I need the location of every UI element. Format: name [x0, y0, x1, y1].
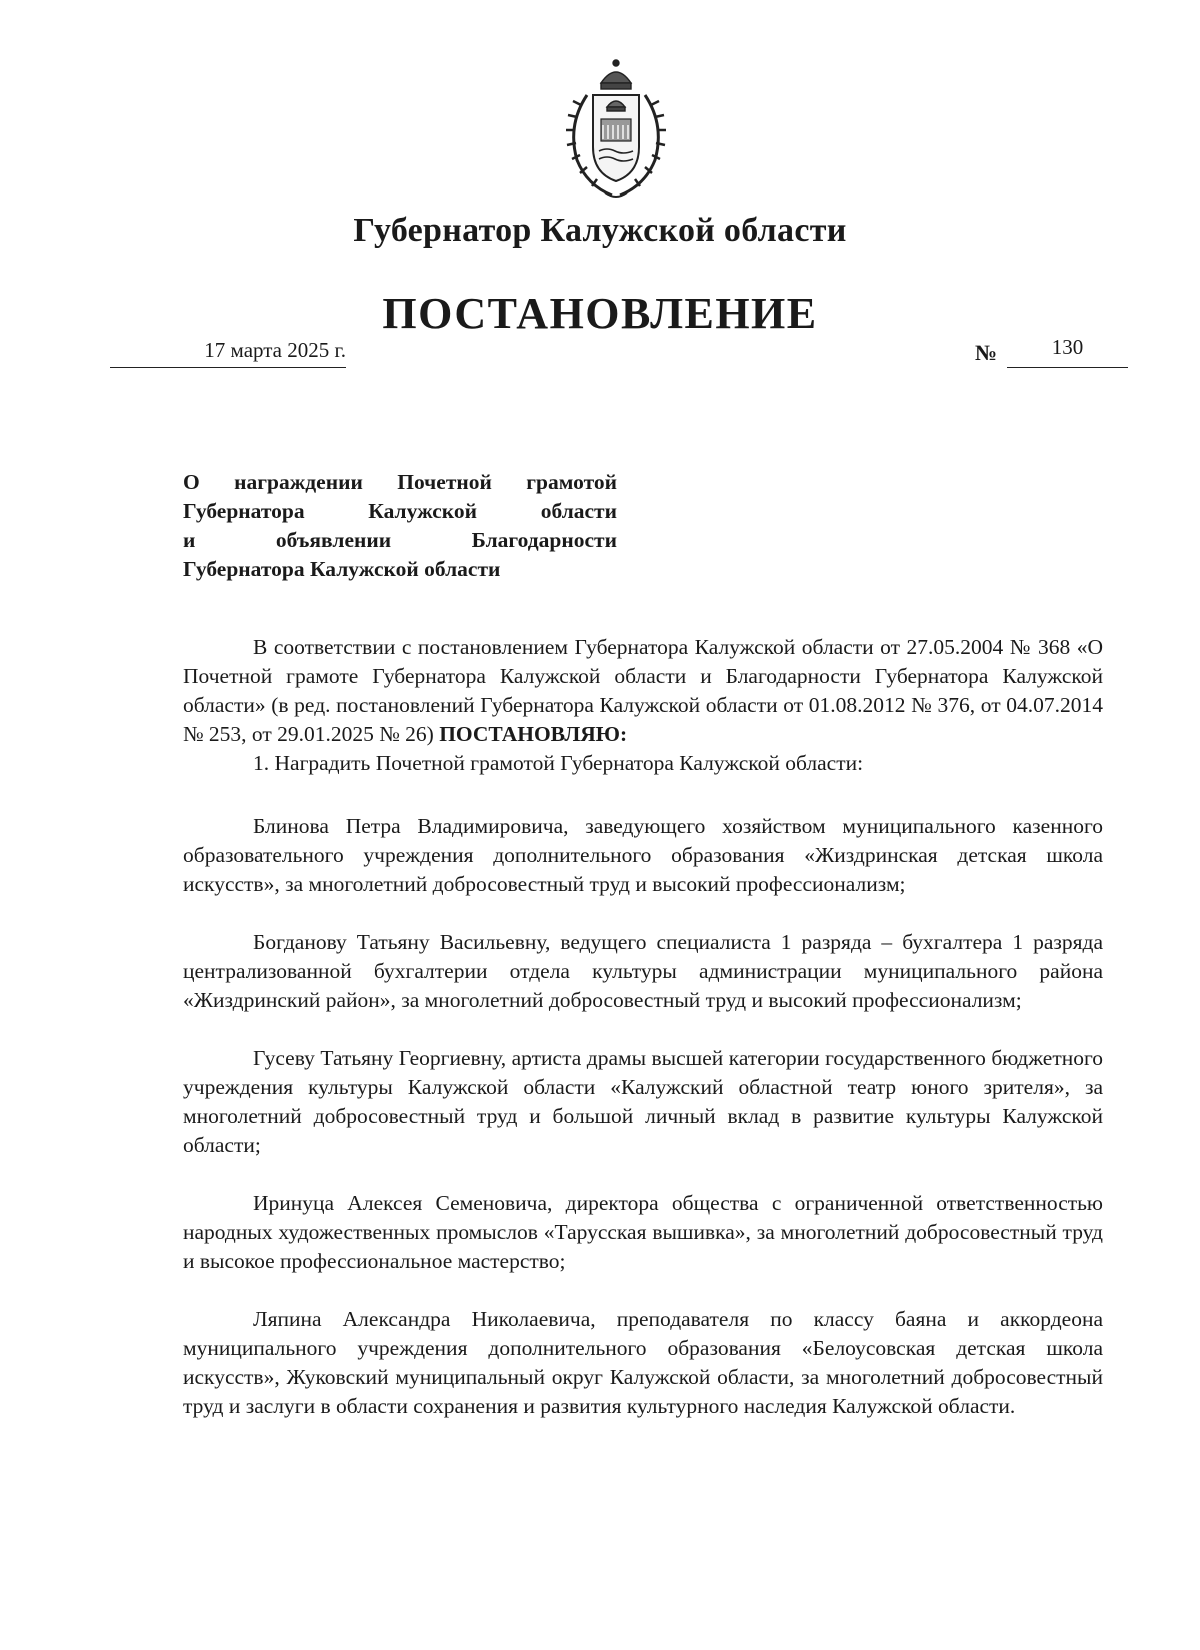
award-paragraph: Богданову Татьяну Васильевну, ведущего специалиста 1 разряда – бухгалтера 1 разряда централизованной бухгалтерии отдела культуры администрации муниципального района «Жиздринский район», за многолетний добросовестный труд и высокий профессионализм;	[183, 930, 1103, 1012]
award-paragraph: Гусеву Татьяну Георгиевну, артиста драмы высшей категории государственного бюджетного учреждения культуры Калужской области «Калужский областной театр юного зрителя», за многолетний добросовестный труд и большой личный вклад в развитие культуры Калужской области;	[183, 1046, 1103, 1157]
title-line: О награждении Почетной грамотой	[183, 470, 617, 494]
document-type: ПОСТАНОВЛЕНИЕ	[382, 289, 818, 338]
preamble-paragraph	[183, 633, 1103, 749]
coat-of-arms-emblem	[557, 55, 675, 205]
document-number: 130	[1007, 335, 1128, 368]
award-paragraph: Блинова Петра Владимировича, заведующего хозяйством муниципального казенного образовательного учреждения дополнительного образования «Жиздринская детская школа искусств», за многолетний добросовестный труд и высокий профессионализм;	[183, 814, 1103, 896]
document-body	[183, 633, 1103, 1421]
number-label: №	[975, 340, 998, 365]
award-paragraph: Иринуца Алексея Семеновича, директора общества с ограниченной ответственностью народных художественных промыслов «Тарусская вышивка», за многолетний добросовестный труд и высокое профессиональное мастерство;	[183, 1191, 1103, 1273]
award-paragraph: Ляпина Александра Николаевича, преподавателя по классу баяна и аккордеона муниципального учреждения дополнительного образования «Белоусовская детская школа искусств», Жуковский муниципальный округ Калужской области, за многолетний добросовестный труд и заслуги в области сохранения и развития культурного наследия Калужской области.	[183, 1307, 1103, 1418]
title-line: и объявлении Благодарности	[183, 528, 617, 552]
decree-word: ПОСТАНОВЛЯЮ:	[439, 722, 628, 746]
title-line: Губернатора Калужской области	[183, 499, 617, 523]
title-line: Губернатора Калужской области	[183, 557, 501, 581]
clause-1: 1. Наградить Почетной грамотой Губернатора Калужской области:	[253, 751, 864, 775]
document-title	[183, 468, 617, 584]
document-date: 17 марта 2025 г.	[110, 338, 346, 368]
issuing-authority: Губернатор Калужской области	[353, 212, 847, 249]
preamble-text: В соответствии с постановлением Губернатора Калужской области от 27.05.2004 № 368 «О Почетной грамоте Губернатора Калужской области и Благодарности Губернатора Калужской области» (в ред. постановлений Губернатора Калужской области от 01.08.2012 № 376, от 04.07.2014 № 253, от 29.01.2025 № 26)	[183, 635, 1103, 746]
